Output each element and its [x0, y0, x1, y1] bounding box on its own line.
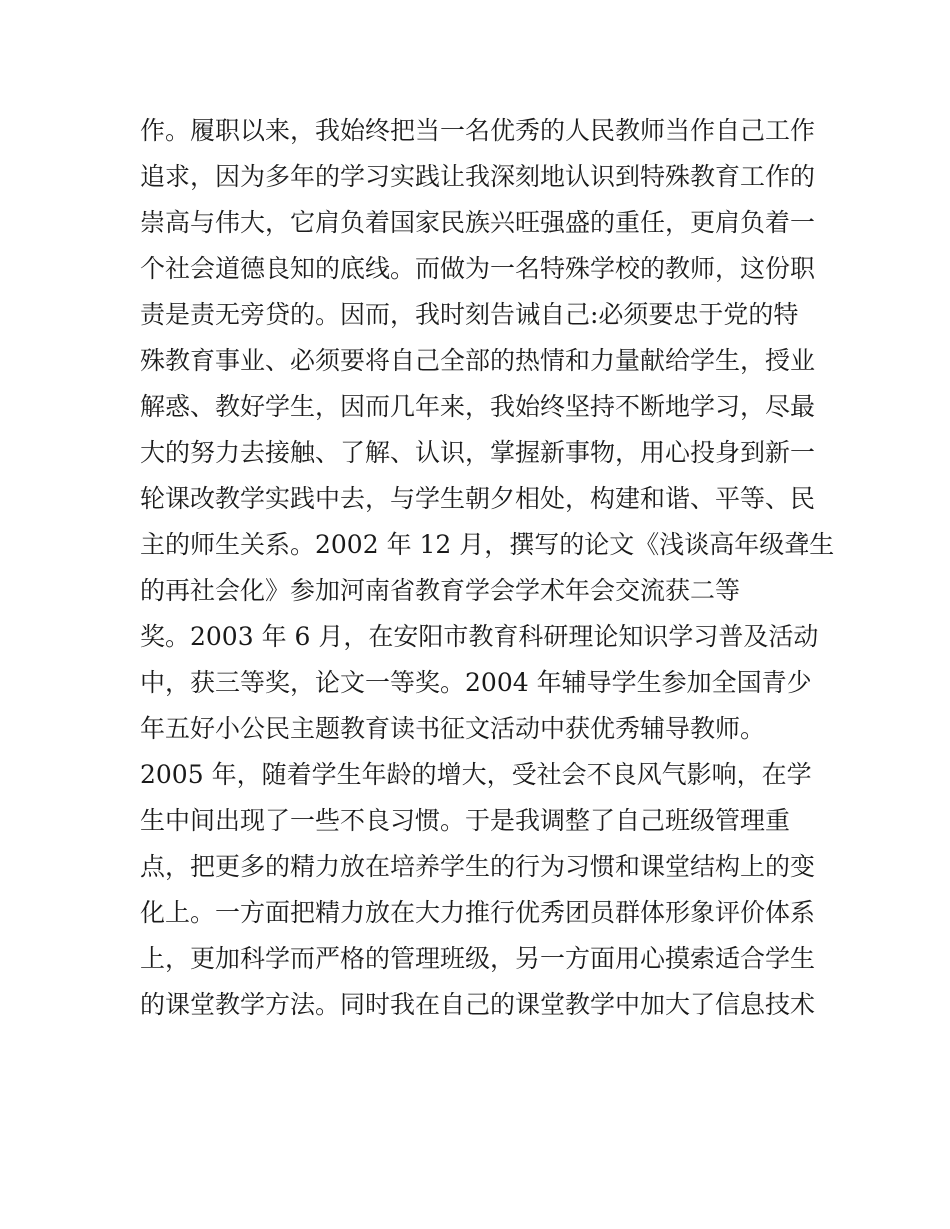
text-line: 中，获三等奖，论文一等奖。2004 年辅导学生参加全国青少 [140, 668, 812, 697]
text-line: 点，把更多的精力放在培养学生的行为习惯和课堂结构上的变 [140, 852, 816, 881]
text-line: 主的师生关系。2002 年 12 月，撰写的论文《浅谈高年级聋生 [140, 530, 835, 559]
text-line: 生中间出现了一些不良习惯。于是我调整了自己班级管理重 [140, 806, 791, 835]
text-line: 个社会道德良知的底线。而做为一名特殊学校的教师，这份职 [140, 254, 816, 283]
text-line: 化上。一方面把精力放在大力推行优秀团员群体形象评价体系 [140, 898, 816, 927]
text-line: 年五好小公民主题教育读书征文活动中获优秀辅导教师。 [140, 714, 766, 743]
text-line: 大的努力去接触、了解、认识，掌握新事物，用心投身到新一 [140, 438, 816, 467]
text-line: 崇高与伟大，它肩负着国家民族兴旺强盛的重任，更肩负着一 [140, 208, 816, 237]
text-line: 上，更加科学而严格的管理班级，另一方面用心摸索适合学生 [140, 944, 816, 973]
text-line: 责是责无旁贷的。因而，我时刻告诫自己:必须要忠于党的特 [140, 300, 799, 329]
text-line: 轮课改教学实践中去，与学生朝夕相处，构建和谐、平等、民 [140, 484, 816, 513]
text-line: 的课堂教学方法。同时我在自己的课堂教学中加大了信息技术 [140, 990, 816, 1019]
text-line: 2005 年，随着学生年龄的增大，受社会不良风气影响，在学 [140, 760, 812, 789]
text-line: 殊教育事业、必须要将自己全部的热情和力量献给学生，授业 [140, 346, 816, 375]
text-line: 作。履职以来，我始终把当一名优秀的人民教师当作自己工作 [140, 116, 816, 145]
text-line: 奖。2003 年 6 月，在安阳市教育科研理论知识学习普及活动 [140, 622, 819, 651]
text-line: 的再社会化》参加河南省教育学会学术年会交流获二等 [140, 576, 741, 605]
body-text [140, 108, 835, 1028]
text-line: 追求，因为多年的学习实践让我深刻地认识到特殊教育工作的 [140, 162, 816, 191]
text-line: 解惑、教好学生，因而几年来，我始终坚持不断地学习，尽最 [140, 392, 816, 421]
